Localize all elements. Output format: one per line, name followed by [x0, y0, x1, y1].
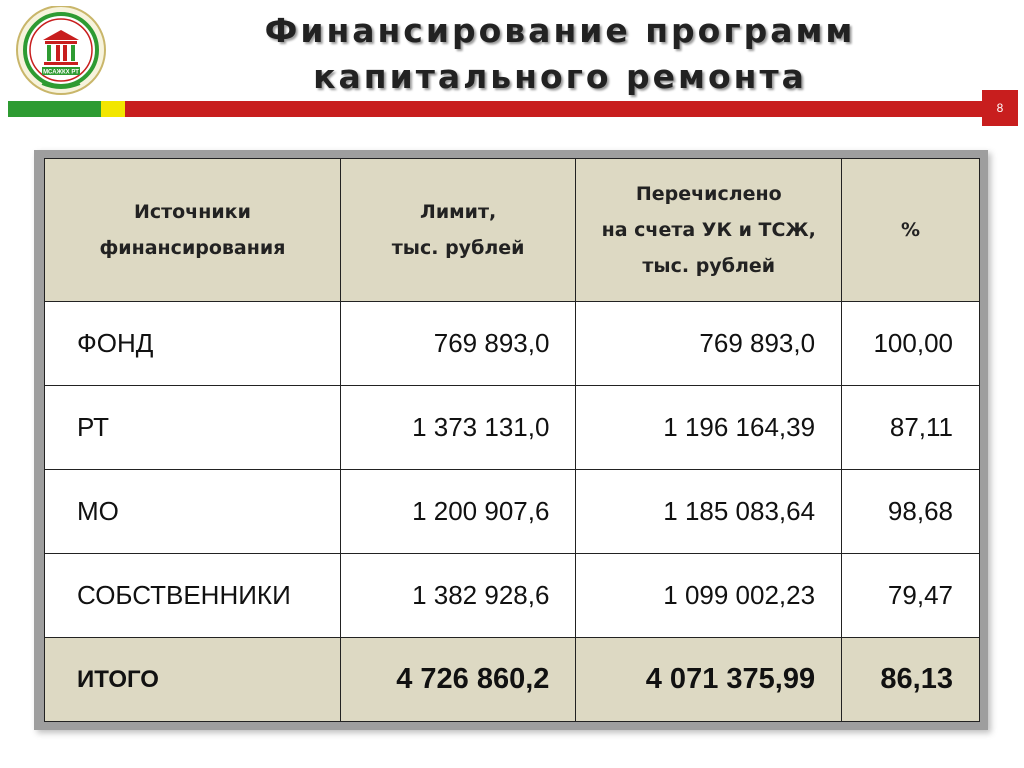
logo	[12, 6, 110, 98]
row-limit: 769 893,0	[340, 302, 576, 386]
row-percent: 100,00	[842, 302, 980, 386]
stripe-red	[125, 101, 982, 117]
row-percent: 87,11	[842, 386, 980, 470]
row-transferred: 1 099 002,23	[576, 554, 842, 638]
stripe-yellow	[101, 101, 125, 117]
table-row	[45, 386, 980, 470]
row-limit: 1 200 907,6	[340, 470, 576, 554]
row-source: СОБСТВЕННИКИ	[45, 554, 341, 638]
header-source: Источники финансирования	[45, 159, 341, 302]
table-total-row	[45, 638, 980, 722]
row-transferred: 1 185 083,64	[576, 470, 842, 554]
table-header-row	[45, 159, 980, 302]
table-row	[45, 554, 980, 638]
total-label: ИТОГО	[45, 638, 341, 722]
table-frame	[34, 150, 988, 730]
total-transferred: 4 071 375,99	[576, 638, 842, 722]
header-limit: Лимит, тыс. рублей	[340, 159, 576, 302]
row-transferred: 769 893,0	[576, 302, 842, 386]
row-limit: 1 373 131,0	[340, 386, 576, 470]
svg-text:МСАЖКХ РТ: МСАЖКХ РТ	[43, 69, 79, 76]
page-number: 8	[982, 90, 1018, 126]
total-limit: 4 726 860,2	[340, 638, 576, 722]
total-percent: 86,13	[842, 638, 980, 722]
stripe-green	[8, 101, 101, 117]
row-limit: 1 382 928,6	[340, 554, 576, 638]
row-percent: 79,47	[842, 554, 980, 638]
header-percent: %	[842, 159, 980, 302]
row-source: МО	[45, 470, 341, 554]
table-row	[45, 302, 980, 386]
table-row	[45, 470, 980, 554]
row-transferred: 1 196 164,39	[576, 386, 842, 470]
title-line-2: капитального ремонта	[313, 57, 807, 96]
financing-table	[44, 158, 980, 722]
row-percent: 98,68	[842, 470, 980, 554]
header-transferred: Перечислено на счета УК и ТСЖ, тыс. рублей	[576, 159, 842, 302]
building-logo-icon	[12, 6, 110, 98]
row-source: ФОНД	[45, 302, 341, 386]
title-line-1: Финансирование программ	[264, 11, 856, 50]
page-title	[150, 8, 970, 100]
row-source: РТ	[45, 386, 341, 470]
